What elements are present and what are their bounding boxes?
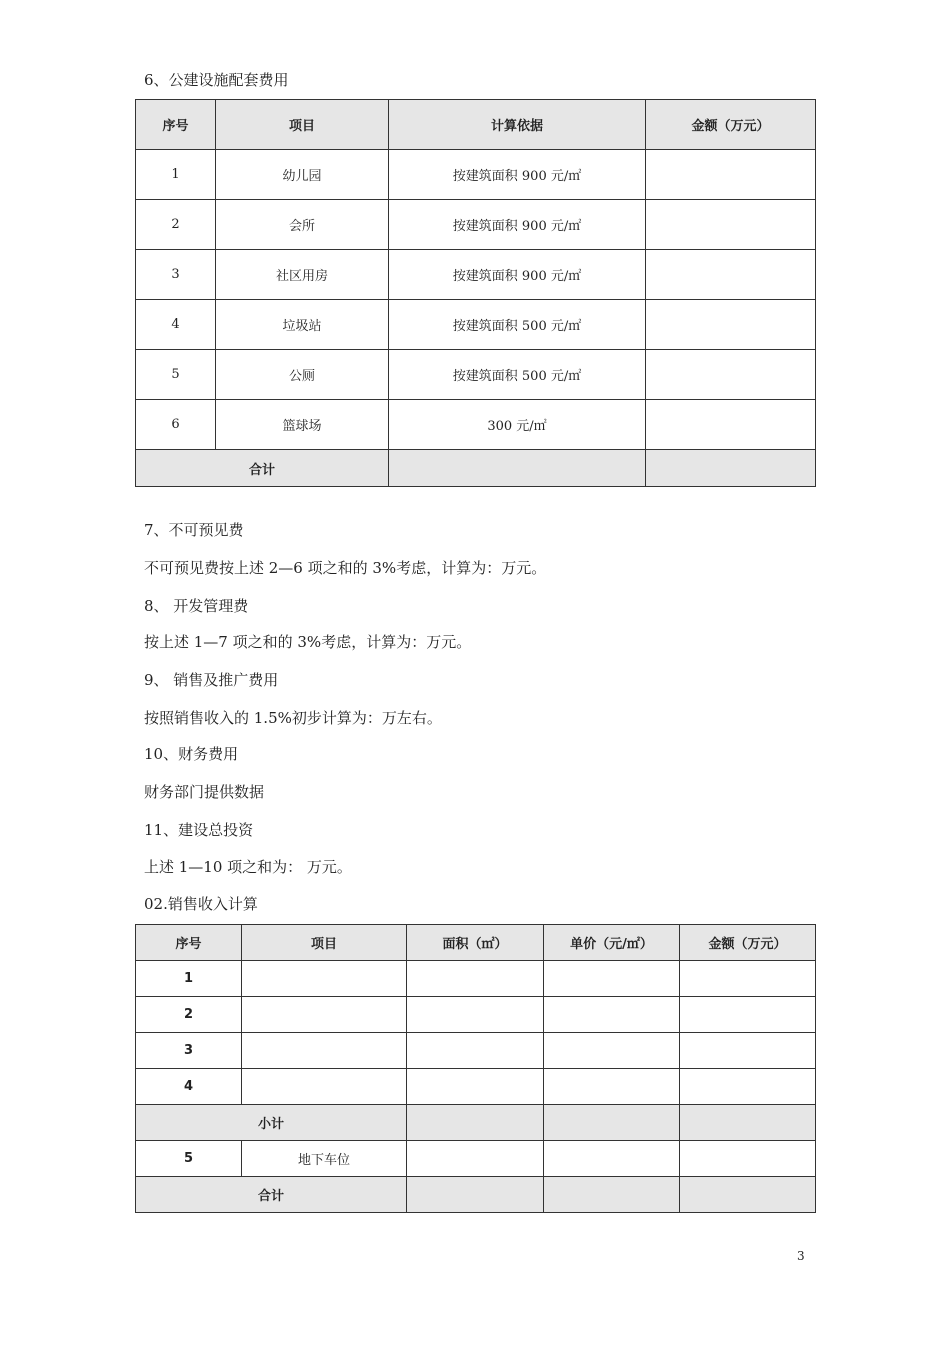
section-11-text: 上述 1—10 项之和为： 万元。 — [144, 858, 352, 876]
row-no: 1 — [136, 150, 216, 200]
row-amount — [646, 200, 816, 250]
section-8-text: 按上述 1—7 项之和的 3%考虑，计算为：万元。 — [144, 633, 472, 651]
section-6-title: 6、公建设施配套费用 — [144, 71, 289, 89]
row-item: 地下车位 — [242, 1141, 407, 1177]
table-row — [136, 1033, 816, 1069]
row-no: 4 — [136, 1069, 242, 1105]
table-row — [136, 1141, 816, 1177]
table-total-row — [136, 1177, 816, 1213]
row-basis: 按建筑面积 900 元/㎡ — [389, 200, 646, 250]
row-no: 3 — [136, 250, 216, 300]
row-item — [242, 1033, 407, 1069]
section-10-text: 财务部门提供数据 — [144, 783, 265, 801]
subtotal-area — [407, 1105, 544, 1141]
header-amount: 金额（万元） — [680, 925, 816, 961]
table-subtotal-row — [136, 1105, 816, 1141]
row-amount — [680, 1033, 816, 1069]
row-amount — [680, 961, 816, 997]
section-10-title: 10、财务费用 — [144, 745, 239, 763]
row-unit-price — [544, 961, 680, 997]
table-total-row — [136, 450, 816, 487]
total-amount — [646, 450, 816, 487]
subtotal-label: 小计 — [136, 1105, 407, 1141]
row-amount — [646, 150, 816, 200]
row-item: 社区用房 — [216, 250, 389, 300]
section-8-title: 8、 开发管理费 — [144, 597, 249, 615]
row-no: 3 — [136, 1033, 242, 1069]
table-row — [136, 350, 816, 400]
row-item — [242, 961, 407, 997]
row-basis: 按建筑面积 500 元/㎡ — [389, 300, 646, 350]
table-header-row — [136, 100, 816, 150]
total-amount — [680, 1177, 816, 1213]
row-unit-price — [544, 1141, 680, 1177]
header-amount: 金额（万元） — [646, 100, 816, 150]
row-item: 篮球场 — [216, 400, 389, 450]
row-amount — [680, 1141, 816, 1177]
row-basis: 按建筑面积 900 元/㎡ — [389, 150, 646, 200]
row-no: 5 — [136, 1141, 242, 1177]
header-basis: 计算依据 — [389, 100, 646, 150]
section-11-title: 11、建设总投资 — [144, 821, 254, 839]
row-no: 1 — [136, 961, 242, 997]
header-item: 项目 — [216, 100, 389, 150]
header-no: 序号 — [136, 100, 216, 150]
row-no: 2 — [136, 997, 242, 1033]
sales-section-title: 02.销售收入计算 — [144, 895, 258, 913]
table-row — [136, 200, 816, 250]
row-amount — [680, 1069, 816, 1105]
subtotal-unit-price — [544, 1105, 680, 1141]
table-row — [136, 400, 816, 450]
row-item — [242, 997, 407, 1033]
total-area — [407, 1177, 544, 1213]
page-number: 3 — [797, 1249, 805, 1263]
table-row — [136, 300, 816, 350]
row-item — [242, 1069, 407, 1105]
row-area — [407, 1141, 544, 1177]
total-unit-price — [544, 1177, 680, 1213]
total-label: 合计 — [136, 1177, 407, 1213]
row-amount — [646, 250, 816, 300]
row-amount — [646, 300, 816, 350]
row-area — [407, 1033, 544, 1069]
sales-income-table — [135, 924, 816, 1213]
header-item: 项目 — [242, 925, 407, 961]
row-amount — [646, 400, 816, 450]
section-7-title: 7、不可预见费 — [144, 521, 244, 539]
row-item: 会所 — [216, 200, 389, 250]
row-item: 幼儿园 — [216, 150, 389, 200]
row-no: 4 — [136, 300, 216, 350]
table-row — [136, 1069, 816, 1105]
total-label: 合计 — [136, 450, 389, 487]
row-unit-price — [544, 1033, 680, 1069]
table-header-row — [136, 925, 816, 961]
row-amount — [646, 350, 816, 400]
table-row — [136, 250, 816, 300]
row-item: 公厕 — [216, 350, 389, 400]
row-unit-price — [544, 1069, 680, 1105]
row-area — [407, 1069, 544, 1105]
facilities-cost-table — [135, 99, 816, 487]
section-9-title: 9、 销售及推广费用 — [144, 671, 279, 689]
subtotal-amount — [680, 1105, 816, 1141]
row-basis: 按建筑面积 500 元/㎡ — [389, 350, 646, 400]
row-basis: 300 元/㎡ — [389, 400, 646, 450]
row-area — [407, 997, 544, 1033]
section-9-text: 按照销售收入的 1.5%初步计算为：万左右。 — [144, 709, 442, 727]
row-no: 5 — [136, 350, 216, 400]
row-amount — [680, 997, 816, 1033]
row-no: 2 — [136, 200, 216, 250]
table-row — [136, 997, 816, 1033]
section-7-text: 不可预见费按上述 2—6 项之和的 3%考虑，计算为：万元。 — [144, 559, 547, 577]
row-item: 垃圾站 — [216, 300, 389, 350]
row-area — [407, 961, 544, 997]
table-row — [136, 961, 816, 997]
header-unit-price: 单价（元/㎡） — [544, 925, 680, 961]
row-unit-price — [544, 997, 680, 1033]
row-basis: 按建筑面积 900 元/㎡ — [389, 250, 646, 300]
row-no: 6 — [136, 400, 216, 450]
table-row — [136, 150, 816, 200]
header-area: 面积（㎡） — [407, 925, 544, 961]
header-no: 序号 — [136, 925, 242, 961]
total-basis — [389, 450, 646, 487]
